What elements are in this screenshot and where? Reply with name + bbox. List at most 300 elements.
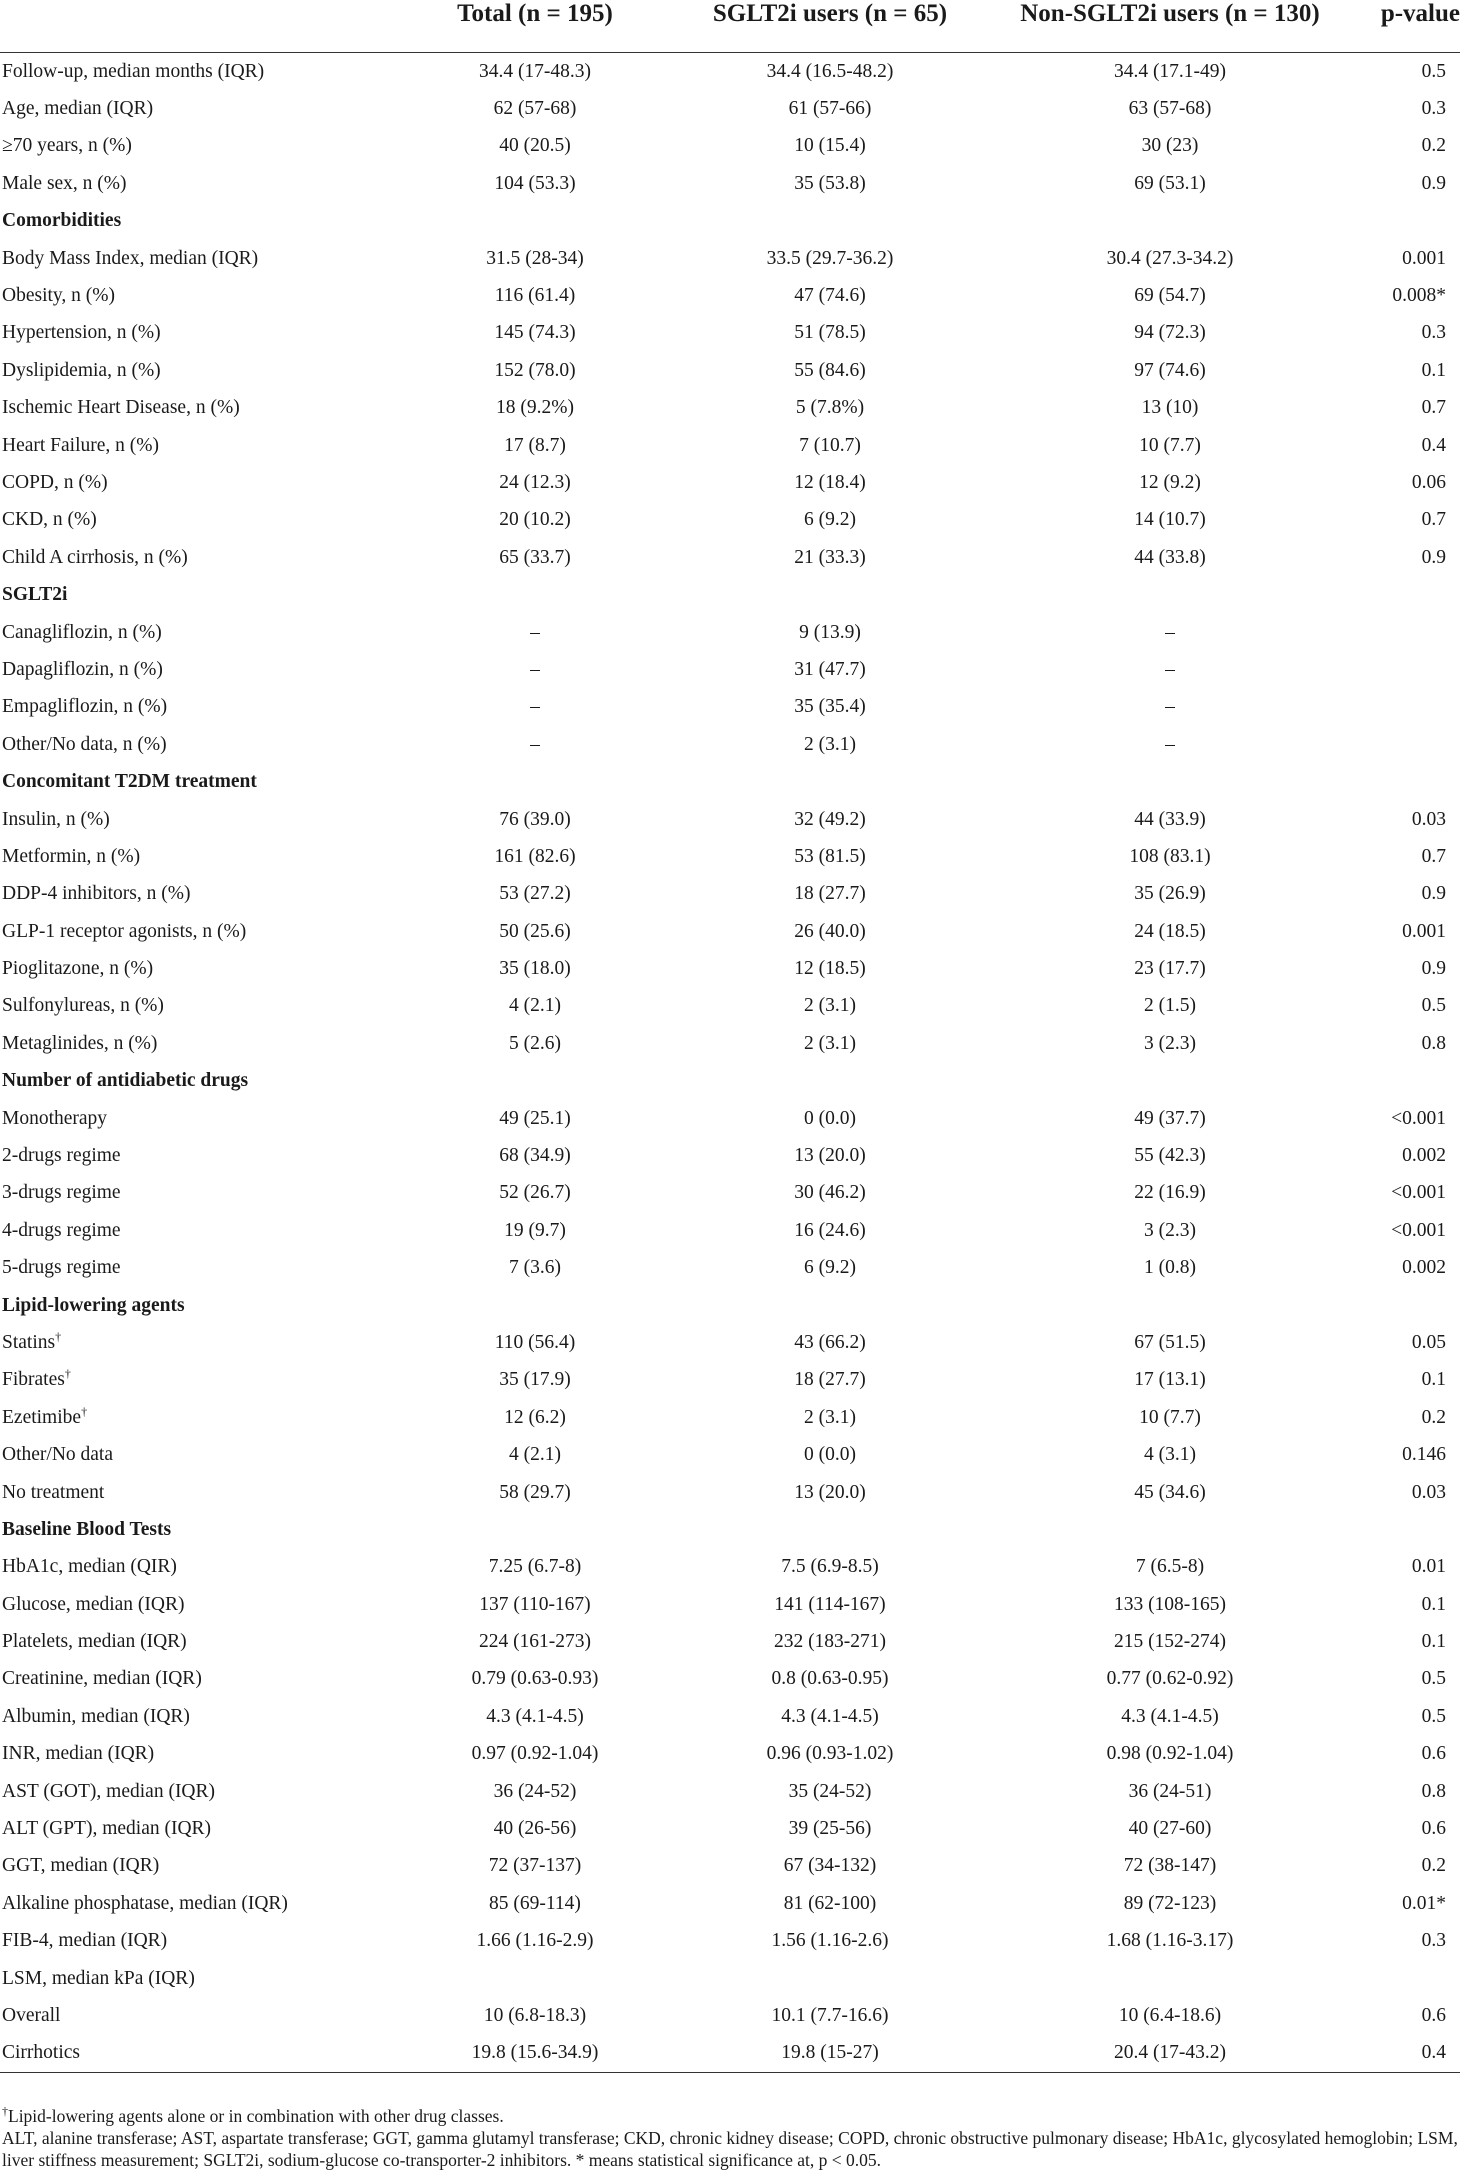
row-label-cell	[0, 240, 390, 277]
cell-total: 58 (29.7)	[499, 1481, 571, 1503]
row-label-cell	[0, 1923, 390, 1960]
table-row	[0, 1923, 1460, 1960]
cell-total: 0.97 (0.92-1.04)	[471, 1743, 599, 1765]
cell-sglt2i: 26 (40.0)	[794, 920, 866, 942]
row-label-cell	[0, 726, 390, 763]
row-label-cell	[0, 315, 390, 352]
row-label-cell	[0, 2035, 390, 2073]
table-row	[0, 1997, 1460, 2034]
cell-sglt2i: 32 (49.2)	[794, 808, 866, 830]
row-label: Other/No data	[2, 1444, 114, 1466]
cell-sglt2i: 30 (46.2)	[794, 1182, 866, 1204]
cell-p-value: 0.001	[1402, 247, 1446, 269]
table-row	[0, 502, 1460, 539]
cell-sglt2i: 61 (57-66)	[788, 98, 872, 120]
header-non-sglt2i-users: Non-SGLT2i users (n = 130)	[980, 0, 1360, 53]
cell-sglt2i: 51 (78.5)	[794, 322, 866, 344]
cell-total: 24 (12.3)	[499, 471, 571, 493]
row-label: 5-drugs regime	[2, 1257, 121, 1279]
cell-sglt2i: 31 (47.7)	[794, 658, 866, 680]
cell-total: 17 (8.7)	[504, 434, 566, 456]
cell-p-value: 0.7	[1421, 397, 1446, 419]
cell-p-value: 0.5	[1421, 1668, 1446, 1690]
row-label: Metaglinides, n (%)	[2, 1032, 158, 1054]
cell-p-value: 0.4	[1360, 2035, 1460, 2073]
cell-p-value	[1360, 651, 1460, 688]
cell-sglt2i: 35 (35.4)	[794, 696, 866, 718]
section-header-row	[0, 763, 1460, 800]
row-label: Glucose, median (IQR)	[2, 1593, 185, 1615]
cell-total: 137 (110-167)	[479, 1593, 591, 1615]
cell-total: 68 (34.9)	[499, 1145, 571, 1167]
cell-total: 116 (61.4)	[494, 285, 576, 307]
row-label: Age, median (IQR)	[2, 98, 154, 120]
row-label-cell	[0, 876, 390, 913]
table-row	[0, 1549, 1460, 1586]
cell-p-value	[1360, 726, 1460, 763]
row-label-cell	[0, 1623, 390, 1660]
footnote-dagger	[2, 2105, 1458, 2127]
cell-sglt2i: 39 (25-56)	[788, 1818, 872, 1840]
cell-total: 1.66 (1.16-2.9)	[476, 1930, 594, 1952]
table-row	[0, 1661, 1460, 1698]
cell-p-value	[1360, 614, 1460, 651]
cell-p-value: 0.146	[1402, 1444, 1446, 1466]
cell-p-value: <0.001	[1391, 1219, 1446, 1241]
cell-non-sglt2i: 55 (42.3)	[1134, 1145, 1206, 1167]
cell-total: 152 (78.0)	[494, 359, 576, 381]
cell-non-sglt2i: –	[1165, 658, 1175, 680]
cell-total: 31.5 (28-34)	[486, 247, 584, 269]
cell-non-sglt2i: 20.4 (17-43.2)	[980, 2035, 1360, 2073]
header-p-value: p-value	[1360, 0, 1460, 53]
cell-sglt2i: 18 (27.7)	[794, 883, 866, 905]
row-label-cell	[0, 988, 390, 1025]
row-label: DDP-4 inhibitors, n (%)	[2, 883, 191, 905]
header-total: Total (n = 195)	[390, 0, 680, 53]
cell-non-sglt2i	[980, 1960, 1360, 1997]
cell-sglt2i: 43 (66.2)	[794, 1331, 866, 1353]
cell-p-value: 0.9	[1421, 883, 1446, 905]
cell-total: 40 (20.5)	[499, 135, 571, 157]
cell-non-sglt2i: 23 (17.7)	[1134, 958, 1206, 980]
cell-sglt2i: 47 (74.6)	[794, 285, 866, 307]
section-header-row	[0, 203, 1460, 240]
table-row	[0, 1137, 1460, 1174]
row-label-cell	[0, 1586, 390, 1623]
cell-non-sglt2i: 13 (10)	[1141, 397, 1199, 419]
cell-total: 52 (26.7)	[499, 1182, 571, 1204]
cell-non-sglt2i: 34.4 (17.1-49)	[1113, 60, 1227, 82]
row-label-cell	[0, 128, 390, 165]
row-label-cell	[0, 838, 390, 875]
cell-total: 53 (27.2)	[499, 883, 571, 905]
cell-total: –	[530, 696, 540, 718]
row-label-cell	[0, 1324, 390, 1361]
cell-non-sglt2i: 3 (2.3)	[1144, 1032, 1196, 1054]
cell-non-sglt2i: 10 (6.4-18.6)	[1118, 2005, 1222, 2026]
row-label-cell	[0, 502, 390, 539]
row-label-cell	[0, 1848, 390, 1885]
cell-total: 36 (24-52)	[493, 1780, 577, 1802]
cell-non-sglt2i: 24 (18.5)	[1134, 920, 1206, 942]
row-label: Heart Failure, n (%)	[2, 434, 160, 456]
cell-sglt2i: 12 (18.4)	[794, 471, 866, 493]
table-row	[0, 1324, 1460, 1361]
cell-total: 4 (2.1)	[509, 1444, 561, 1466]
row-label: Follow-up, median months (IQR)	[2, 60, 265, 82]
cell-total: 49 (25.1)	[499, 1107, 571, 1129]
row-label: Empagliflozin, n (%)	[2, 696, 168, 718]
row-label: 3-drugs regime	[2, 1182, 121, 1204]
cell-total: 76 (39.0)	[499, 808, 571, 830]
cell-p-value: 0.001	[1402, 920, 1446, 942]
row-label-cell	[0, 614, 390, 651]
row-label: 4-drugs regime	[2, 1219, 121, 1241]
cell-sglt2i: 0 (0.0)	[804, 1107, 856, 1129]
row-label-cell	[0, 651, 390, 688]
cell-total: 34.4 (17-48.3)	[478, 60, 592, 82]
table-row	[0, 240, 1460, 277]
cell-non-sglt2i: 69 (54.7)	[1134, 285, 1206, 307]
cell-total: 5 (2.6)	[509, 1032, 561, 1054]
cell-p-value: 0.5	[1421, 1705, 1446, 1727]
row-label-cell	[0, 1137, 390, 1174]
row-label-cell	[0, 390, 390, 427]
table-row	[0, 352, 1460, 389]
cell-non-sglt2i: 44 (33.8)	[1134, 546, 1206, 568]
row-label: Ezetimibe	[2, 1406, 82, 1428]
cell-sglt2i: 18 (27.7)	[794, 1369, 866, 1391]
table-row	[0, 539, 1460, 576]
cell-p-value: 0.03	[1411, 1481, 1446, 1503]
table-row	[0, 689, 1460, 726]
cell-sglt2i: 7.5 (6.9-8.5)	[781, 1556, 879, 1578]
cell-total: –	[530, 733, 540, 755]
cell-sglt2i: 7 (10.7)	[799, 434, 861, 456]
row-label: Canagliflozin, n (%)	[2, 621, 162, 643]
cell-total: 35 (17.9)	[499, 1369, 571, 1391]
table-row	[0, 1474, 1460, 1511]
cell-sglt2i: 9 (13.9)	[799, 621, 861, 643]
table-row	[0, 277, 1460, 314]
cell-p-value: 0.1	[1421, 1631, 1446, 1653]
cell-p-value: 0.4	[1421, 434, 1446, 456]
cell-non-sglt2i: 4.3 (4.1-4.5)	[1121, 1705, 1219, 1727]
cell-sglt2i: 141 (114-167)	[774, 1593, 886, 1615]
table-row	[0, 464, 1460, 501]
row-label-cell	[0, 1250, 390, 1287]
cell-sglt2i	[680, 1960, 980, 1997]
cell-sglt2i: 2 (3.1)	[804, 1406, 856, 1428]
cell-total: 20 (10.2)	[499, 509, 571, 531]
cell-p-value: 0.6	[1421, 2005, 1446, 2026]
row-label: Child A cirrhosis, n (%)	[2, 546, 188, 568]
cell-non-sglt2i: 0.98 (0.92-1.04)	[1106, 1743, 1234, 1765]
cell-non-sglt2i: 44 (33.9)	[1134, 808, 1206, 830]
row-label-cell	[0, 352, 390, 389]
row-label-cell	[0, 1100, 390, 1137]
cell-total: 4 (2.1)	[509, 995, 561, 1017]
row-label: Dyslipidemia, n (%)	[2, 359, 161, 381]
cell-non-sglt2i: 45 (34.6)	[1134, 1481, 1206, 1503]
cell-non-sglt2i: 108 (83.1)	[1129, 845, 1211, 867]
cell-p-value: 0.2	[1421, 1855, 1446, 1877]
cell-non-sglt2i: 1.68 (1.16-3.17)	[1106, 1930, 1234, 1952]
cell-p-value	[1360, 689, 1460, 726]
cell-non-sglt2i: 94 (72.3)	[1134, 322, 1206, 344]
cell-sglt2i: 2 (3.1)	[804, 995, 856, 1017]
cell-p-value: <0.001	[1391, 1107, 1446, 1129]
table-row	[0, 1848, 1460, 1885]
table-row	[0, 801, 1460, 838]
table-row	[0, 988, 1460, 1025]
row-label: Alkaline phosphatase, median (IQR)	[2, 1892, 288, 1914]
cell-sglt2i: 16 (24.6)	[794, 1219, 866, 1241]
row-label: ≥70 years, n (%)	[2, 135, 132, 157]
section-header-row	[0, 1063, 1460, 1100]
cell-p-value: 0.9	[1421, 546, 1446, 568]
row-label: Overall	[2, 2005, 61, 2026]
table-row	[0, 1212, 1460, 1249]
table-row	[0, 165, 1460, 202]
cell-p-value: 0.3	[1421, 322, 1446, 344]
row-label-cell	[0, 464, 390, 501]
cell-sglt2i: 81 (62-100)	[783, 1892, 877, 1914]
cell-p-value: 0.7	[1421, 509, 1446, 531]
row-label: Dapagliflozin, n (%)	[2, 658, 163, 680]
table-row	[0, 614, 1460, 651]
row-label-cell	[0, 90, 390, 127]
cell-non-sglt2i: 0.77 (0.62-0.92)	[1106, 1668, 1234, 1690]
table-row	[0, 390, 1460, 427]
cell-sglt2i: 55 (84.6)	[794, 359, 866, 381]
cell-sglt2i: 67 (34-132)	[783, 1855, 877, 1877]
row-label: Pioglitazone, n (%)	[2, 958, 154, 980]
table-row	[0, 1436, 1460, 1473]
row-label: 2-drugs regime	[2, 1145, 121, 1167]
cell-non-sglt2i: 133 (108-165)	[1113, 1593, 1227, 1615]
cell-sglt2i: 13 (20.0)	[794, 1481, 866, 1503]
dagger-mark: †	[81, 1404, 88, 1419]
row-label: Sulfonylureas, n (%)	[2, 995, 164, 1017]
cell-non-sglt2i: 22 (16.9)	[1134, 1182, 1206, 1204]
cell-sglt2i: 6 (9.2)	[804, 509, 856, 531]
table-row	[0, 1025, 1460, 1062]
row-label: Creatinine, median (IQR)	[2, 1668, 202, 1690]
cell-sglt2i: 2 (3.1)	[804, 733, 856, 755]
cell-non-sglt2i: 35 (26.9)	[1134, 883, 1206, 905]
cell-p-value: 0.2	[1421, 1406, 1446, 1428]
row-label-cell	[0, 277, 390, 314]
row-label: COPD, n (%)	[2, 471, 108, 493]
cell-total	[390, 1960, 680, 1997]
row-label-cell	[0, 1736, 390, 1773]
cell-non-sglt2i: 36 (24-51)	[1128, 1780, 1212, 1802]
cell-p-value: 0.1	[1421, 359, 1446, 381]
cell-sglt2i: 35 (53.8)	[794, 172, 866, 194]
table-row	[0, 1399, 1460, 1436]
row-label-cell	[0, 1549, 390, 1586]
row-label-cell	[0, 1362, 390, 1399]
row-label-cell	[0, 1436, 390, 1473]
table-body	[0, 53, 1460, 2073]
cell-total: 19.8 (15.6-34.9)	[390, 2035, 680, 2073]
cell-total: 72 (37-137)	[488, 1855, 582, 1877]
cell-non-sglt2i: 40 (27-60)	[1128, 1818, 1212, 1840]
row-label: Cirrhotics	[2, 2042, 80, 2064]
row-label: Statins	[2, 1331, 56, 1353]
cell-sglt2i: 34.4 (16.5-48.2)	[766, 60, 894, 82]
cell-non-sglt2i: 49 (37.7)	[1134, 1107, 1206, 1129]
table-row	[0, 838, 1460, 875]
cell-sglt2i: 21 (33.3)	[794, 546, 866, 568]
cell-total: 104 (53.3)	[494, 172, 576, 194]
cell-total: 7.25 (6.7-8)	[488, 1556, 582, 1578]
cell-p-value: 0.6	[1421, 1818, 1446, 1840]
table-row	[0, 1698, 1460, 1735]
row-label-cell	[0, 1698, 390, 1735]
cell-p-value: 0.8	[1421, 1032, 1446, 1054]
row-label: CKD, n (%)	[2, 509, 97, 531]
cell-p-value: 0.05	[1411, 1331, 1446, 1353]
cell-total: 35 (18.0)	[499, 958, 571, 980]
table-row	[0, 1175, 1460, 1212]
cell-non-sglt2i: 10 (7.7)	[1139, 1406, 1201, 1428]
cell-non-sglt2i: 3 (2.3)	[1144, 1219, 1196, 1241]
cell-sglt2i: 19.8 (15-27)	[680, 2035, 980, 2073]
row-label: No treatment	[2, 1481, 105, 1503]
table-row	[0, 2035, 1460, 2073]
cell-non-sglt2i: 2 (1.5)	[1144, 995, 1196, 1017]
cell-sglt2i: 0.8 (0.63-0.95)	[771, 1668, 889, 1690]
cell-total: 7 (3.6)	[509, 1257, 561, 1279]
table-row	[0, 1885, 1460, 1922]
dagger-mark: †	[2, 2104, 8, 2119]
row-label-cell	[0, 1474, 390, 1511]
cell-p-value: 0.9	[1421, 958, 1446, 980]
cell-total: 145 (74.3)	[494, 322, 576, 344]
cell-total: 85 (69-114)	[489, 1892, 581, 1914]
row-label: Body Mass Index, median (IQR)	[2, 247, 259, 269]
cell-sglt2i: 10.1 (7.7-16.6)	[771, 2005, 889, 2026]
cell-p-value: 0.06	[1411, 471, 1446, 493]
cell-non-sglt2i: 17 (13.1)	[1134, 1369, 1206, 1391]
table-row	[0, 1586, 1460, 1623]
cell-total: 19 (9.7)	[504, 1219, 566, 1241]
cell-non-sglt2i: 12 (9.2)	[1139, 471, 1201, 493]
table-row	[0, 53, 1460, 91]
cell-non-sglt2i: –	[1165, 733, 1175, 755]
cell-non-sglt2i: –	[1165, 696, 1175, 718]
row-label: Albumin, median (IQR)	[2, 1705, 190, 1727]
section-title: Baseline Blood Tests	[2, 1518, 172, 1540]
cell-non-sglt2i: 1 (0.8)	[1144, 1257, 1196, 1279]
section-title: Concomitant T2DM treatment	[2, 771, 257, 793]
cell-sglt2i: 232 (183-271)	[773, 1631, 887, 1653]
row-label: Metformin, n (%)	[2, 845, 141, 867]
row-label: Obesity, n (%)	[2, 285, 116, 307]
cell-sglt2i: 33.5 (29.7-36.2)	[766, 247, 894, 269]
header-variable	[0, 0, 390, 53]
cell-p-value: 0.002	[1402, 1145, 1446, 1167]
cell-sglt2i: 13 (20.0)	[794, 1145, 866, 1167]
row-label: HbA1c, median (QIR)	[2, 1556, 177, 1578]
cell-total: 40 (26-56)	[493, 1818, 577, 1840]
footnote-dagger-text: Lipid-lowering agents alone or in combination with other drug classes.	[8, 2106, 504, 2126]
table-row	[0, 1960, 1460, 1997]
cell-p-value: 0.01	[1411, 1556, 1446, 1578]
row-label-cell	[0, 1810, 390, 1847]
cell-p-value: <0.001	[1391, 1182, 1446, 1204]
cell-total: 0.79 (0.63-0.93)	[471, 1668, 599, 1690]
table-row	[0, 1736, 1460, 1773]
cell-non-sglt2i: 4 (3.1)	[1144, 1444, 1196, 1466]
cell-non-sglt2i: 63 (57-68)	[1128, 98, 1212, 120]
row-label-cell	[0, 801, 390, 838]
row-label: Male sex, n (%)	[2, 172, 127, 194]
cell-total: 224 (161-273)	[478, 1631, 592, 1653]
section-title: Lipid-lowering agents	[2, 1294, 185, 1316]
row-label-cell	[0, 1885, 390, 1922]
footnote-abbreviations: ALT, alanine transferase; AST, aspartate transferase; GGT, gamma glutamyl transferase; CKD, chronic kidney disease; COPD, chronic obstructive pulmonary disease; HbA1c, glycosylated hemoglobin; LSM, liver stiffness measurement; SGLT2i, sodium-glucose co-transporter-2 inhibitors. * means statistical significance at, p < 0.05.	[2, 2128, 1458, 2170]
row-label: Platelets, median (IQR)	[2, 1631, 187, 1653]
cell-p-value: 0.01*	[1402, 1892, 1446, 1914]
row-label-cell	[0, 1773, 390, 1810]
cell-total: –	[530, 658, 540, 680]
section-title: SGLT2i	[2, 584, 68, 606]
row-label: GLP-1 receptor agonists, n (%)	[2, 920, 247, 942]
row-label-cell	[0, 539, 390, 576]
table-row	[0, 1362, 1460, 1399]
header-sglt2i-users: SGLT2i users (n = 65)	[680, 0, 980, 53]
table-row	[0, 128, 1460, 165]
row-label-cell	[0, 1212, 390, 1249]
row-label-cell	[0, 1025, 390, 1062]
cell-total: 18 (9.2%)	[496, 397, 574, 419]
cell-p-value: 0.002	[1402, 1257, 1446, 1279]
row-label-cell	[0, 427, 390, 464]
table-row	[0, 427, 1460, 464]
cell-p-value: 0.3	[1421, 98, 1446, 120]
table-row	[0, 726, 1460, 763]
table-row	[0, 876, 1460, 913]
row-label-cell	[0, 1960, 390, 1997]
section-header-row	[0, 1511, 1460, 1548]
cell-non-sglt2i: 30.4 (27.3-34.2)	[1106, 247, 1234, 269]
row-label: Insulin, n (%)	[2, 808, 110, 830]
cell-non-sglt2i: 30 (23)	[1141, 135, 1199, 157]
table-row	[0, 1810, 1460, 1847]
cell-sglt2i: 0 (0.0)	[804, 1444, 856, 1466]
row-label: Fibrates	[2, 1369, 65, 1391]
dagger-mark: †	[55, 1329, 62, 1344]
cell-non-sglt2i: 72 (38-147)	[1123, 1855, 1217, 1877]
cell-p-value: 0.5	[1421, 60, 1446, 82]
cell-total: 62 (57-68)	[493, 98, 577, 120]
section-header-row	[0, 576, 1460, 613]
row-label-cell	[0, 1661, 390, 1698]
cell-total: 10 (6.8-18.3)	[483, 2005, 587, 2026]
cell-sglt2i: 6 (9.2)	[804, 1257, 856, 1279]
row-label-cell	[0, 913, 390, 950]
row-label-cell	[0, 1175, 390, 1212]
table-footnotes	[2, 2105, 1458, 2171]
header-row	[0, 0, 1460, 53]
cell-p-value: 0.03	[1411, 808, 1446, 830]
row-label-cell	[0, 1997, 390, 2034]
row-label: FIB-4, median (IQR)	[2, 1930, 168, 1952]
